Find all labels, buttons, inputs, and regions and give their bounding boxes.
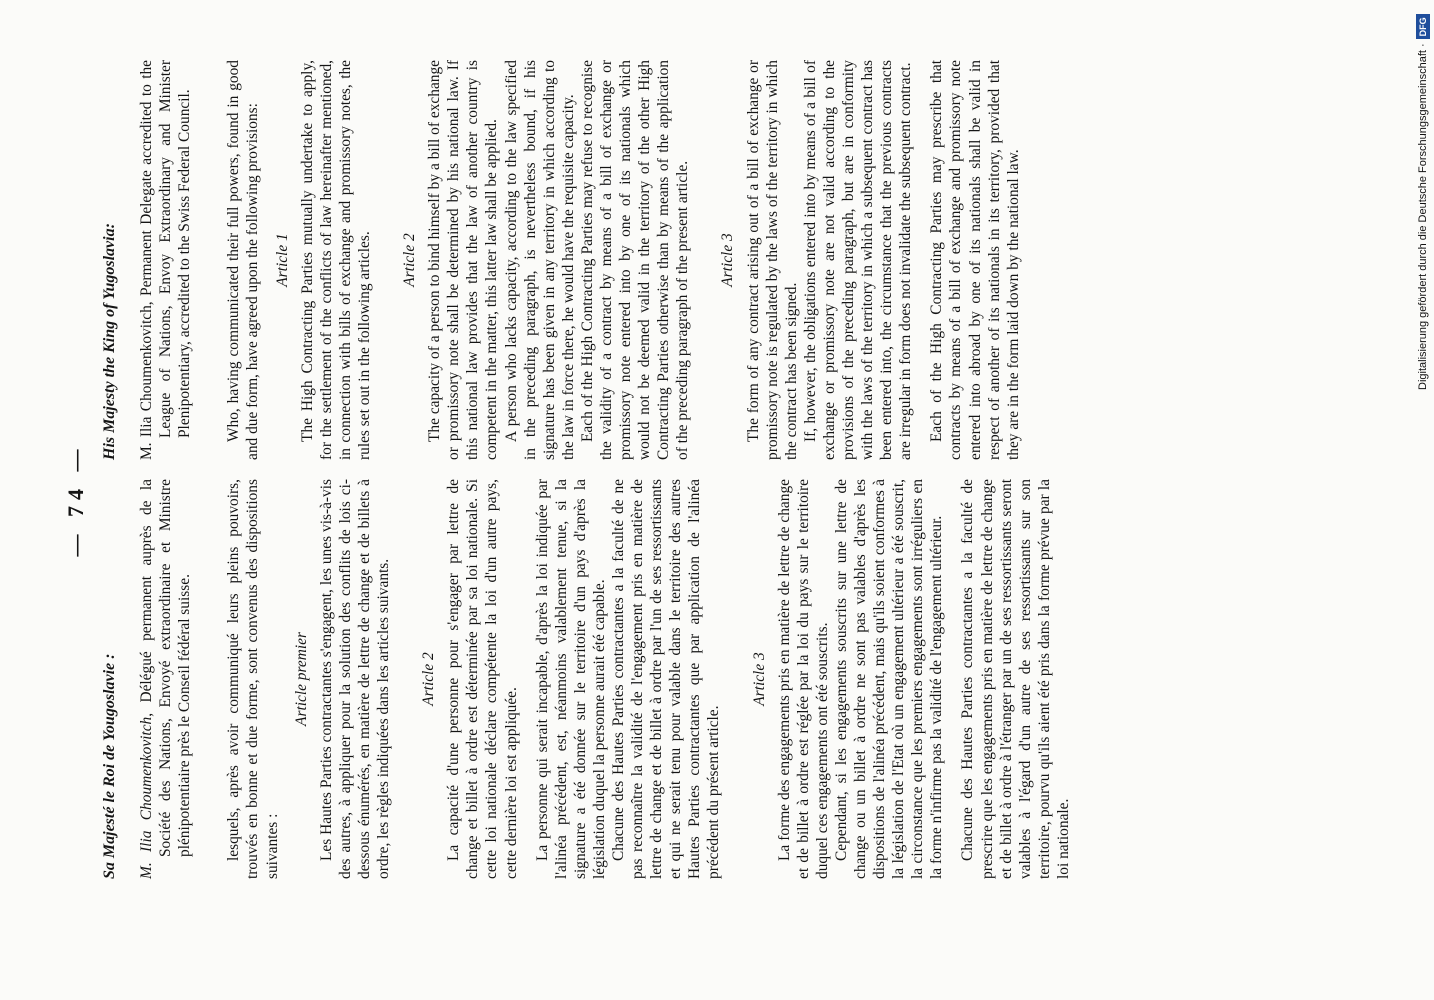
english-article-3-title: Article 3 (719, 233, 737, 287)
dfg-logo: DFG (1416, 14, 1430, 39)
page-number: — 74 — (63, 443, 88, 557)
french-article-3-paragraph-1: La forme des engagements pris en matière de lettre de change et de billet à ordre est réglée par la loi du pays sur le territoire duquel ces engagements ont été souscrits. (775, 479, 831, 879)
spacer (915, 60, 927, 460)
english-delegate-name: M. Ilia Choumenkovitch (138, 305, 156, 460)
french-delegate (137, 479, 194, 879)
credit-text: Digitalisierung gefördert durch die Deutsche Forschungsgemeinschaft · (1417, 43, 1429, 390)
spacer (521, 479, 533, 879)
french-article-2-paragraph-3: Chacune des Hautes Parties contractantes a la faculté de ne pas reconnaître la validité de l'engagement pris en matière de lettre de change et de billet à ordre par l'un de ses ressortissants et qui ne serait tenu pour valable dans le territoire des autres Hautes Parties contractantes que par application de l'alinéa précédent du présent article. (609, 479, 723, 879)
english-column (100, 60, 1023, 460)
french-article-3-paragraph-3: Chacune des Hautes Parties contractantes a la faculté de prescrire que les engagements pris en matière de lettre de change et de billet à ordre à l'étranger par un de ses ressortissants seront valables à l'égard d'un autre de ses ressortissants sur son territoire, pourvu qu'ils aient été pris dans la forme prévue par la loi nationale. (959, 479, 1072, 879)
english-heading: His Majesty the King of Yugoslavia: (101, 223, 118, 460)
english-article-2-title: Article 2 (401, 233, 419, 287)
english-article-2-paragraph-3: Each of the High Contracting Parties may refuse to recognise the validity of a contract by means of a bill of exchange or promissory note entered into by one of its nationals which would not be deemed valid in the territory of the other High Contracting Parties otherwise than by means of the application of the preceding paragraph of the present article. (578, 60, 692, 460)
french-column (100, 479, 1073, 879)
english-article-1-paragraph: The High Contracting Parties mutually undertake to apply, for the settlement of the conflicts of law hereinafter mentioned, in connection with bills of exchange and promissory notes, the rules set out in the following articles. (298, 60, 373, 460)
french-delegate-title: , Délégué permanent auprès de la Société des Nations, Envoyé extraordinaire et Ministre plénipotentiaire près le Conseil fédéral suisse. (138, 479, 194, 857)
english-article-2-paragraph-2: A person who lacks capacity, according to the law specified in the preceding paragraph, is nevertheless bound, if his signature has been given in any territory in which according to the law in force there, he would have the requisite capacity. (502, 60, 577, 460)
english-delegate-title: , Permanent Delegate accredited to the League of Nations, Envoy Extraordinary and Minister Plenipotentiary, accredited to the Swiss Federal Council. (138, 60, 194, 438)
english-preamble: Who, having communicated their full powers, found in good and due form, have agreed upon the following provisions: (225, 60, 262, 460)
french-article-2-paragraph-2: La personne qui serait incapable, d'après la loi indiquée par l'alinéa précédent, est, néanmoins valablement tenue, si la signature a été donnée sur le territoire d'un pays d'après la législation duquel la personne aurait été capable. (533, 479, 608, 879)
french-heading: Sa Majesté le Roi de Yougoslavie : (101, 653, 118, 879)
spacer (946, 479, 958, 879)
french-article-3-title: Article 3 (750, 652, 768, 706)
english-article-3-paragraph-2: If, however, the obligations entered into by means of a bill of exchange or promissory note are not valid according to the provisions of the preceding paragraph, but are in conformity with the laws of the territory in which a subsequent contract has been entered into, the circumstance that the previous contracts are irregular in form does not invalidate the subsequent contract. (801, 60, 915, 460)
french-article-2-title: Article 2 (420, 652, 438, 706)
english-delegate (137, 60, 194, 460)
french-article-3-paragraph-2: Cependant, si les engagements souscrits sur une lettre de change ou un billet à ordre ne sont pas valables d'après les dispositions de l'alinéa précédent, mais qu'ils soient conformes à la législation de l'Etat où un engagement ultérieur a été souscrit, la circonstance que les premiers engagements sont irréguliers en la forme n'infirme pas la validité de l'engagement ultérieur. (832, 479, 946, 879)
english-article-3-paragraph-1: The form of any contract arising out of a bill of exchange or promissory note is regulated by the laws of the territory in which the contract has been signed. (744, 60, 800, 460)
english-article-2-paragraph-1: The capacity of a person to bind himself by a bill of exchange or promissory note shall be determined by his national law. If this national law provides that the law of another country is competent in the matter, this latter law shall be applied. (426, 60, 501, 460)
digitization-credit (1412, 10, 1434, 390)
french-delegate-name: M. Ilia Choumenkovitch (138, 716, 156, 879)
digitization-credit-strip (1412, 10, 1434, 390)
french-article-2-paragraph-1: La capacité d'une personne pour s'engager par lettre de change et billet à ordre est déterminée par sa loi nationale. Si cette loi nationale déclare compétente la loi d'un autre pays, cette dernière loi est appliquée. (445, 479, 520, 879)
english-article-3-paragraph-3: Each of the High Contracting Parties may prescribe that contracts by means of a bill of exchange and promissory note entered into abroad by one of its nationals shall be valid in respect of another of its nationals in its territory, provided that they are in the form laid down by the national law. (928, 60, 1022, 460)
french-preamble: lesquels, après avoir communiqué leurs pleins pouvoirs, trouvés en bonne et due forme, sont convenus des dispositions suivantes : (225, 479, 281, 879)
french-article-1-title: Article premier (292, 632, 310, 726)
french-article-1-paragraph: Les Hautes Parties contractantes s'engagent, les unes vis-à-vis des autres, à appliquer pour la solution des conflits de lois ci-dessous énumérés, en matière de lettre de change et de billets à ordre, les règles indiquées dans les articles suivants. (317, 479, 393, 879)
english-article-1-title: Article 1 (273, 233, 291, 287)
